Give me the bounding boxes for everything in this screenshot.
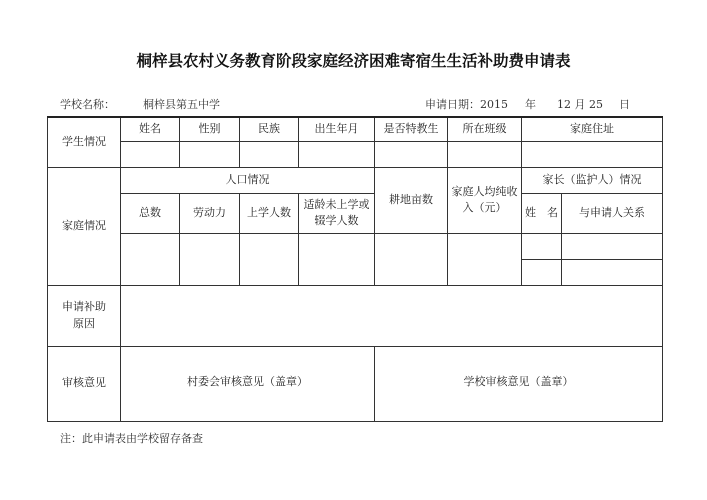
income-field[interactable]: [448, 233, 522, 285]
footnote: 注：此申请表由学校留存备查: [60, 432, 203, 445]
pop-schooling-header: 上学人数: [240, 193, 299, 233]
header-birth-date: 出生年月: [299, 117, 375, 141]
school-review-label: 学校审核意见（盖章）: [463, 374, 574, 388]
header-special-education: 是否特教生: [375, 117, 448, 141]
pop-total-field[interactable]: [121, 233, 180, 285]
school-name-value[interactable]: 桐梓县第五中学: [143, 98, 220, 111]
reason-field[interactable]: [121, 285, 663, 346]
student-section-label: 学生情况: [48, 117, 121, 167]
guardian-relation-header: 与申请人关系: [562, 193, 663, 233]
population-header: 人口情况: [121, 167, 375, 193]
guardian-relation-field-1[interactable]: [562, 233, 663, 259]
day-unit: 日: [619, 98, 630, 111]
income-header: 家庭人均纯收入（元）: [448, 167, 522, 233]
student-address-field[interactable]: [522, 141, 663, 167]
student-gender-field[interactable]: [180, 141, 240, 167]
farmland-field[interactable]: [375, 233, 448, 285]
student-special-ed-field[interactable]: [375, 141, 448, 167]
family-section-label: 家庭情况: [48, 167, 121, 285]
pop-labor-field[interactable]: [180, 233, 240, 285]
pop-total-header: 总数: [121, 193, 180, 233]
school-review-cell[interactable]: [375, 346, 663, 421]
village-review-label: 村委会审核意见（盖章）: [187, 374, 308, 388]
header-home-address: 家庭住址: [522, 117, 663, 141]
school-name-label: 学校名称：: [60, 98, 115, 111]
header-class: 所在班级: [448, 117, 522, 141]
guardian-name-field-1[interactable]: [522, 233, 562, 259]
year-unit: 年: [525, 98, 536, 111]
pop-schooling-field[interactable]: [240, 233, 299, 285]
month-day-value[interactable]: 12 月 25: [557, 98, 603, 111]
application-form-table: [47, 116, 663, 422]
pop-dropout-field[interactable]: [299, 233, 375, 285]
reason-label: 申请补助原因: [48, 285, 121, 346]
guardian-name-field-2[interactable]: [522, 259, 562, 285]
student-birth-field[interactable]: [299, 141, 375, 167]
pop-labor-header: 劳动力: [180, 193, 240, 233]
guardian-header: 家长（监护人）情况: [522, 167, 663, 193]
pop-dropout-header: 适龄未上学或辍学人数: [299, 193, 375, 233]
student-class-field[interactable]: [448, 141, 522, 167]
application-date-label: 申请日期：2015: [425, 98, 508, 111]
student-ethnicity-field[interactable]: [240, 141, 299, 167]
guardian-name-header: 姓 名: [522, 193, 562, 233]
review-label: 审核意见: [48, 346, 121, 421]
student-name-field[interactable]: [121, 141, 180, 167]
guardian-relation-field-2[interactable]: [562, 259, 663, 285]
header-name: 姓名: [121, 117, 180, 141]
header-gender: 性别: [180, 117, 240, 141]
farmland-header: 耕地亩数: [375, 167, 448, 233]
page-title: 桐梓县农村义务教育阶段家庭经济困难寄宿生生活补助费申请表: [136, 51, 571, 70]
village-review-cell[interactable]: [121, 346, 375, 421]
header-ethnicity: 民族: [240, 117, 299, 141]
